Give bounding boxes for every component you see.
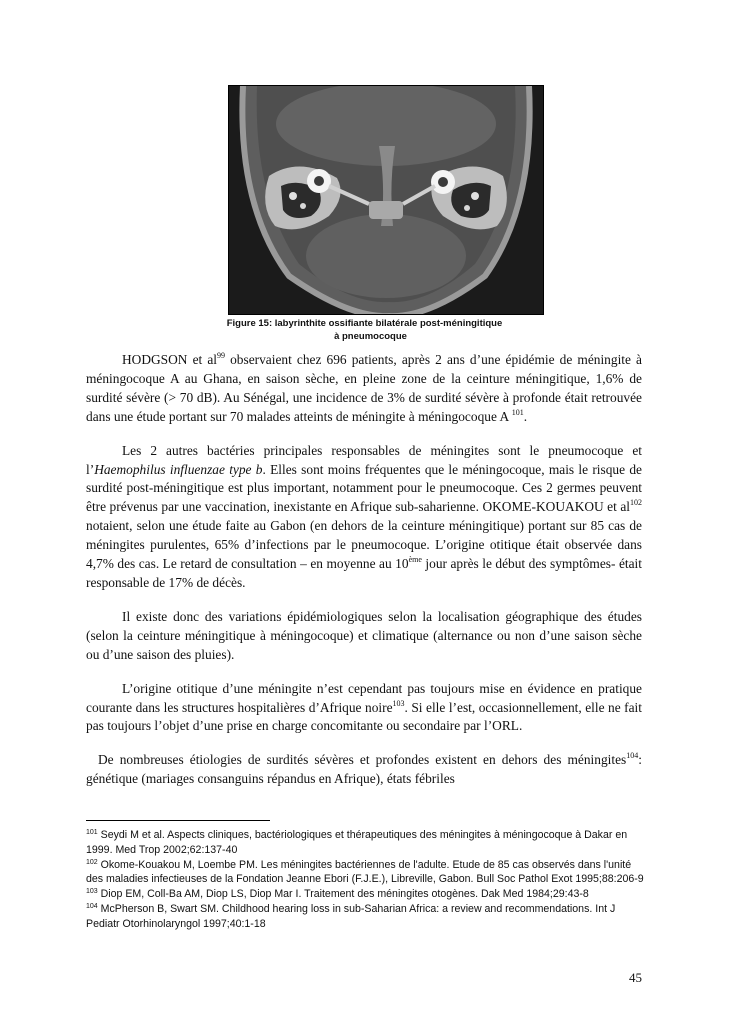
text-span: notaient, selon une étude faite au Gabon (en dehors de la ceinture méningitique) portant sur 85 cas de méningites purulentes, 65% d’infections par le pneumocoque. L’origine otitique était observée dans 4,7% des cas. Le retard de consultation – en moyenne au 10 [86,518,642,572]
footnote-number: 104 [86,902,98,910]
footnote-103 [86,887,646,902]
footnote-number: 102 [86,858,98,866]
footnote-102 [86,858,646,888]
text-span: De nombreuses étiologies de surdités sévères et profondes existent en dehors des méningites [98,752,627,768]
text-span: HODGSON et al [122,352,217,367]
body-text [86,351,642,804]
footnote-ref: 102 [630,498,642,508]
text-span: observaient chez 696 patients, après 2 ans d’une épidémie de méningite à méningocoque A au Ghana, en saison sèche, en pleine zone de la ceinture méningitique, 1,6% de surdité sévère (> 70 dB). Au Sénégal, une incidence de 3% de surdité sévère à profonde était retrouvée dans une étude portant sur 70 malades atteints de méningite à méningocoque A [86,352,642,424]
paragraph-variations: Il existe donc des variations épidémiologiques selon la localisation géographique des études (selon la ceinture méningitique à méningocoque) et climatique (alternance ou non d’une saison sèche ou d’une saison des pluies). [86,608,642,662]
footnote-text: Okome-Kouakou M, Loembe PM. Les méningites bactériennes de l'adulte. Etude de 85 cas observés dans l'unité des maladies infectieuses de la Fondation Jeanne Ebori (F.J.E.), Libreville, Gabon. Bull Soc Pathol Exot 1995;88:206-9 [86,858,644,886]
footnote-ref: 99 [217,351,225,360]
text-span: . [523,408,528,424]
footnote-separator [86,820,270,821]
footnotes [86,828,646,932]
paragraph-etiologies [86,751,642,789]
footnote-text: Seydi M et al. Aspects cliniques, bactériologiques et thérapeutiques des méningites à méningocoque à Dakar en 1999. Med Trop 2002;62:137-40 [86,829,628,856]
text-span: Les 2 autres bactéries principales responsables de méningites sont le pneumocoque et l’ [86,442,642,477]
paragraph-origine-otitique [86,680,642,737]
footnote-ref: 104 [626,751,639,761]
ordinal-suffix: ème [408,555,422,565]
footnote-number: 101 [86,829,98,836]
text-span: L’origine otitique d’une méningite n’est cependant pas toujours mise en évidence en pratique courante dans les structures hospitalières d’Afrique noire [86,680,642,715]
ct-scan-figure [228,85,544,315]
text-span: . Elles sont moins fréquentes que le méningocoque, mais le risque de surdité post-méningitique est plus important, notamment pour le pneumocoque. Ces 2 germes peuvent être prévenus par une vaccination, inexistante en Afrique sub-saharienne. OKOME-KOUAKOU et al [86,461,642,515]
species-name: Haemophilus influenzae type b [94,461,263,477]
figure-caption-line1: Figure 15: labyrinthite ossifiante bilatérale post-méningitique [226,318,503,329]
footnote-text: McPherson B, Swart SM. Childhood hearing loss in sub-Saharian Africa: a review and recommendations. Int J Pediatr Otorhinolaryngol 1997;40:1-18 [86,902,616,930]
text-span: . Si elle l’est, occasionnellement, elle ne fait pas toujours l’objet d’une prise en charge concomitante ou secondaire par l’ORL. [86,699,642,734]
footnote-ref: 103 [392,698,405,708]
footnote-ref: 101 [511,407,524,417]
figure-caption-line2: à pneumocoque [334,331,407,342]
page-number: 45 [629,970,642,985]
paragraph-bacteries [86,442,642,593]
ct-scan-image [229,86,543,314]
text-span: jour après le début des symptômes- était responsable de 17% de décès. [86,556,642,590]
footnote-number: 103 [86,888,98,896]
text-span: : génétique (mariages consanguins répandus en Afrique), états fébriles [86,752,642,787]
footnote-text: Diop EM, Coll-Ba AM, Diop LS, Diop Mar I. Traitement des méningites otogènes. Dak Med 1984;29:43-8 [97,888,589,901]
paragraph-hodgson [86,351,642,427]
footnote-104 [86,902,646,932]
footnote-101 [86,828,646,858]
